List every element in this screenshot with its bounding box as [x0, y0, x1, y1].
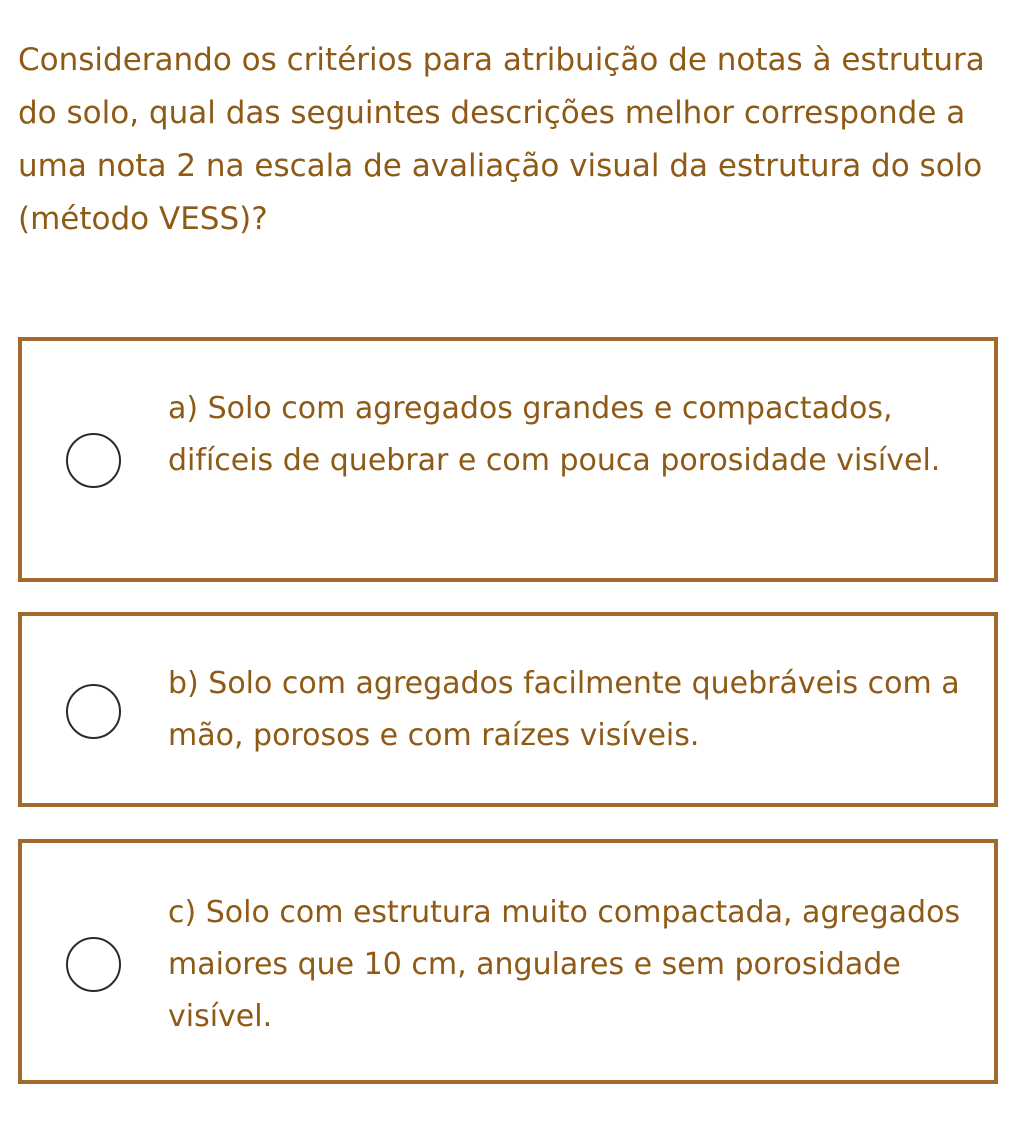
- answer-option-a-label: a) Solo com agregados grandes e compactados, difíceis de quebrar e com pouca porosidade visível.: [168, 391, 941, 478]
- answer-option-a[interactable]: [18, 337, 998, 582]
- answer-option-b-label: b) Solo com agregados facilmente quebráveis com a mão, porosos e com raízes visíveis.: [168, 666, 960, 753]
- radio-button-c[interactable]: [66, 937, 121, 992]
- question-text: Considerando os critérios para atribuição de notas à estrutura do solo, qual das seguintes descrições melhor corresponde a uma nota 2 na escala de avaliação visual da estrutura do solo (método VESS)?: [18, 42, 985, 237]
- answer-option-b[interactable]: [18, 612, 998, 807]
- answer-option-c[interactable]: [18, 839, 998, 1084]
- radio-button-b[interactable]: [66, 684, 121, 739]
- radio-button-a[interactable]: [66, 433, 121, 488]
- answer-option-c-label: c) Solo com estrutura muito compactada, agregados maiores que 10 cm, angulares e sem porosidade visível.: [168, 895, 961, 1034]
